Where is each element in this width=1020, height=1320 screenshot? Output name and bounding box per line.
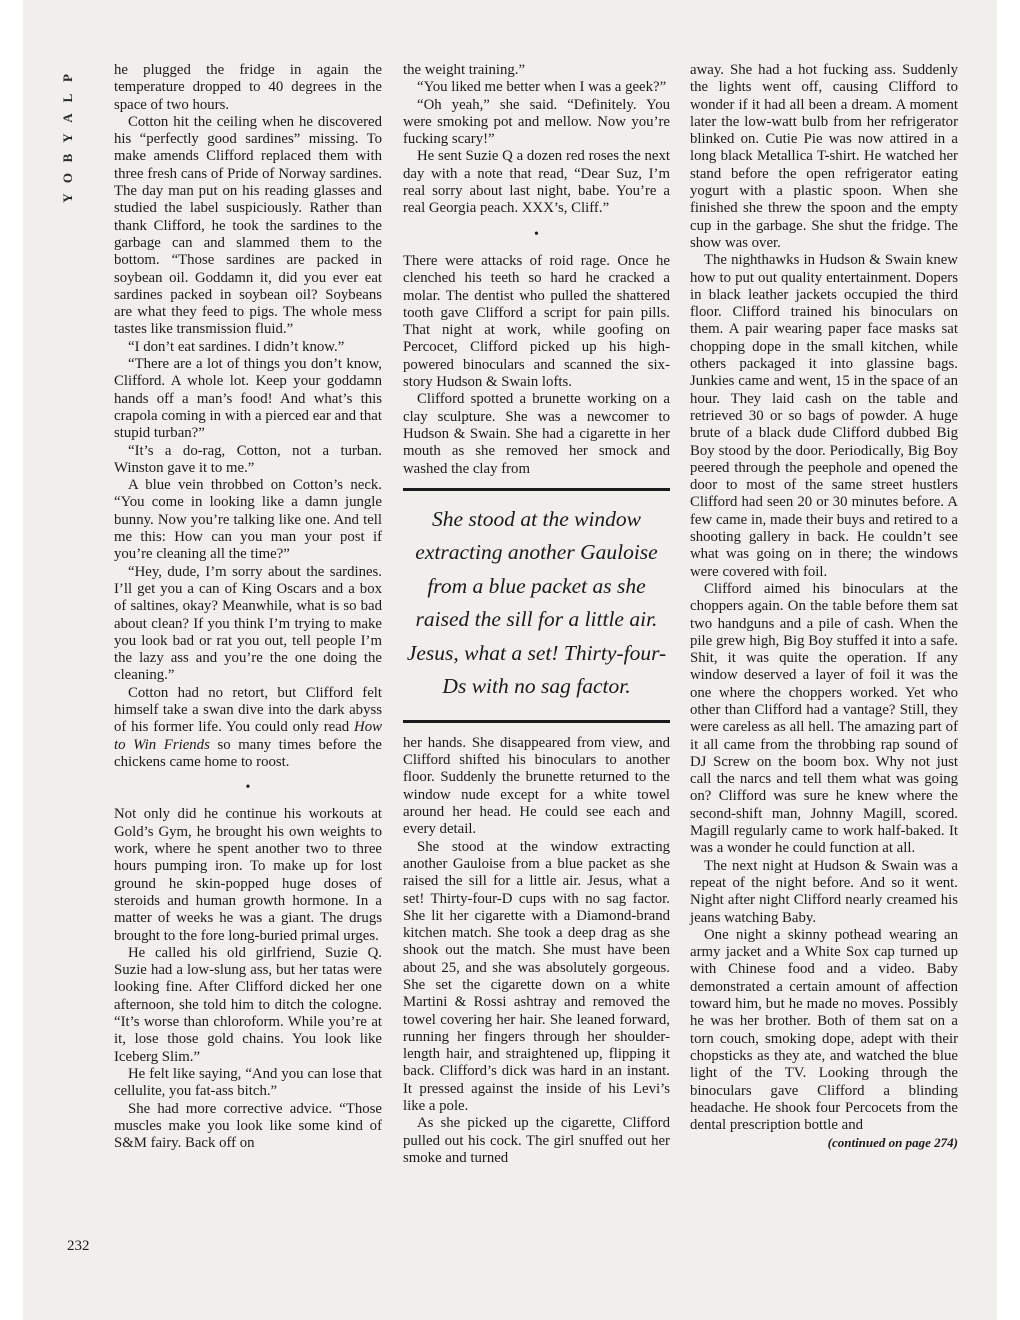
paragraph-text: so many times before the chickens came home to roost. (114, 736, 382, 770)
paragraph: The next night at Hudson & Swain was a repeat of the night before. And so it went. Night after night Clifford nearly creamed his jeans watching Baby. (690, 857, 958, 926)
paragraph: Clifford aimed his binoculars at the choppers again. On the table before them sat two handguns and a pile of cash. When the pile grew high, Big Boy stuffed it into a safe. Shit, it was quite the operation. If any window deserved a layer of foil it was the one where the choppers worked. Yet who other than Clifford had a vantage? Still, they were careless as all hell. The amazing part of it all came from the throbbing rap sound of DJ Screw on the boom box. Why not just call the narcs and tell them what was going on? Clifford was sure he knew where the second-shift man, Johnny Magill, scored. Magill regularly came to work half-baked. It was a wonder he could function at all. (690, 580, 958, 857)
paragraph: He sent Suzie Q a dozen red roses the next day with a note that read, “Dear Suz, I’m real sorry about last night, babe. You’re a real Georgia peach. XXX’s, Cliff.” (403, 148, 670, 217)
column-2 (403, 62, 670, 1167)
paragraph: “It’s a do-rag, Cotton, not a turban. Winston gave it to me.” (114, 442, 382, 476)
paragraph: One night a skinny pothead wearing an army jacket and a White Sox cap turned up with Chinese food and a video. Baby demonstrated a certain amount of affection toward him, but he made no moves. Possibly he was her brother. Both of them sat on a torn couch, smoking dope, adept with their chopsticks as they ate, and watched the blue light of the TV. Looking through the binoculars gave Clifford a blinding headache. He shook four Percocets from the dental prescription bottle and (690, 926, 958, 1134)
paragraph: “Oh yeah,” she said. “Definitely. You were smoking pot and mellow. Now you’re fucking scary!” (403, 96, 670, 148)
paragraph: There were attacks of roid rage. Once he clenched his teeth so hard he cracked a molar. The dentist who pulled the shattered tooth gave Clifford a script for pain pills. That night at work, while goofing on Percocet, Clifford picked up his high-powered binoculars and scanned the six-story Hudson & Swain lofts. (403, 252, 670, 391)
column-3 (690, 62, 958, 1152)
paragraph: “There are a lot of things you don’t know, Clifford. A whole lot. Keep your goddamn hands off a man’s food! And what’s this crapola coming in with a pierced ear and that stupid turban?” (114, 356, 382, 442)
paragraph: He called his old girlfriend, Suzie Q. Suzie had a low-slung ass, but her tatas were looking fine. After Clifford dicked her one afternoon, she told him to ditch the cologne. “It’s worse than chloroform. While you’re at it, lose those gold chains. You look like Iceberg Slim.” (114, 944, 382, 1065)
paragraph: “Hey, dude, I’m sorry about the sardines. I’ll get you a can of King Oscars and a box of saltines, okay? Meanwhile, what is so bad about clean? If you think I’m trying to make you look bad or rat you out, tell people I’m the lazy ass and you’re the one doing the cleaning.” (114, 563, 382, 684)
magazine-letter: A (60, 113, 75, 123)
paragraph: the weight training.” (403, 62, 526, 78)
magazine-letter: L (60, 93, 75, 103)
paragraph: her hands. She disappeared from view, and Clifford shifted his binoculars to another floor. Suddenly the brunette returned to the window nude except for a white towel around her head. He could see each and every detail. (403, 734, 670, 838)
paragraph: The nighthawks in Hudson & Swain knew how to put out quality entertainment. Dopers in black leather jackets occupied the third floor. Clifford trained his binoculars on them. A pair wearing paper face masks sat chopping dope in the small kitchen, while others packaged it into glassine bags. Junkies came and went, 15 in the space of an hour. They laid cash on the table and retrieved 30 or so bags of powder. A huge brute of a black dude Clifford dubbed Big Boy stood by the door. Periodically, Big Boy peered through the peephole and opened the door to most of the same street hustlers Clifford had seen 20 or 30 minutes before. A few came in, made their buys and retired to a shooting gallery in back. He couldn’t see what was going on in there; the windows were covered with foil. (690, 252, 958, 580)
section-break-bullet: • (245, 780, 251, 796)
continued-notice[interactable]: (continued on page 274) (827, 1135, 958, 1151)
page-number: 232 (67, 1238, 90, 1254)
paragraph: “I don’t eat sardines. I didn’t know.” (128, 338, 345, 355)
paragraph: She had more corrective advice. “Those muscles make you look like some kind of S&M fairy. Back off on (114, 1100, 382, 1152)
magazine-page (23, 0, 997, 1320)
paragraph-text: Cotton had no retort, but Clifford felt himself take a swan dive into the dark abyss of his former life. You could only read (114, 684, 382, 736)
magazine-letter: O (60, 172, 75, 184)
pull-quote: She stood at the window extracting another Gauloise from a blue packet as she raised the sill for a little air. Jesus, what a set! Thirty-four-Ds with no sag factor. (403, 488, 670, 723)
magazine-name-vertical (53, 68, 83, 208)
paragraph: Not only did he continue his workouts at Gold’s Gym, he brought his own weights to work, where he spent another two to three hours pumping iron. To make up for lost ground he skin-popped huge doses of steroids and human growth hormone. In a matter of weeks he was a giant. The drugs brought to the fore long-buried primal urges. (114, 806, 382, 944)
paragraph: She stood at the window extracting another Gauloise from a blue packet as she raised the sill for a little air. Jesus, what a set! Thirty-four-D cups with no sag factor. She lit her cigarette with a Diamond-brand kitchen match. She took a deep drag as she shook out the match. She must have been about 25, and she was absolutely gorgeous. She set the cigarette down on a white Martini & Rossi ashtray and removed the towel covering her hair. She leaned forward, running her fingers through her shoulder-length hair, and straightened up, flipping it back. Clifford’s dick was hard in an instant. It pressed against the inside of his Levi’s like a pole. (403, 838, 670, 1115)
magazine-letter: Y (60, 193, 75, 203)
paragraph: Cotton hit the ceiling when he discovered his “perfectly good sardines” missing. To make amends Clifford replaced them with three fresh cans of Pride of Norway sardines. The day man put on his reading glasses and studied the label suspiciously. Rather than thank Clifford, he took the sardines to the garbage can and slammed them to the bottom. “Those sardines are packed in soybean oil. Goddamn it, did you ever eat sardines packed in soybean oil? Soybeans are what they feed to pigs. The whole mess tastes like transmission fluid.” (114, 113, 382, 338)
magazine-letter: B (60, 153, 75, 163)
paragraph: he plugged the fridge in again the temperature dropped to 40 degrees in the space of two hours. (114, 62, 382, 113)
paragraph: Clifford spotted a brunette working on a clay sculpture. She was a newcomer to Hudson & Swain. She had a cigarette in her mouth as she removed her smock and washed the clay from (403, 391, 670, 477)
paragraph: “You liked me better when I was a geek?” (417, 79, 667, 96)
magazine-letter: P (60, 74, 75, 82)
paragraph (114, 685, 382, 771)
paragraph: away. She had a hot fucking ass. Suddenly the lights went off, causing Clifford to wonder if it had all been a dream. A moment later the low-watt bulb from her refrigerator blinked on. Cutie Pie was now attired in a long black Metallica T-shirt. He watched her stand before the open refrigerator eating yogurt with a plastic spoon. When she finished she threw the spoon and the empty cup in the garbage. She shut the fridge. The show was over. (690, 62, 958, 251)
paragraph: He felt like saying, “And you can lose that cellulite, you fat-ass bitch.” (114, 1065, 382, 1100)
magazine-letter: Y (60, 133, 75, 143)
section-break-bullet: • (534, 226, 539, 242)
column-1 (114, 62, 382, 1152)
paragraph: As she picked up the cigarette, Clifford pulled out his cock. The girl snuffed out her smoke and turned (403, 1115, 670, 1166)
paragraph: A blue vein throbbed on Cotton’s neck. “You come in looking like a damn jungle bunny. Now you’re talking like one. And tell me this: How can you man your post if you’re cleaning all the time?” (114, 477, 382, 563)
book-title: How to Win Friends (114, 719, 382, 753)
